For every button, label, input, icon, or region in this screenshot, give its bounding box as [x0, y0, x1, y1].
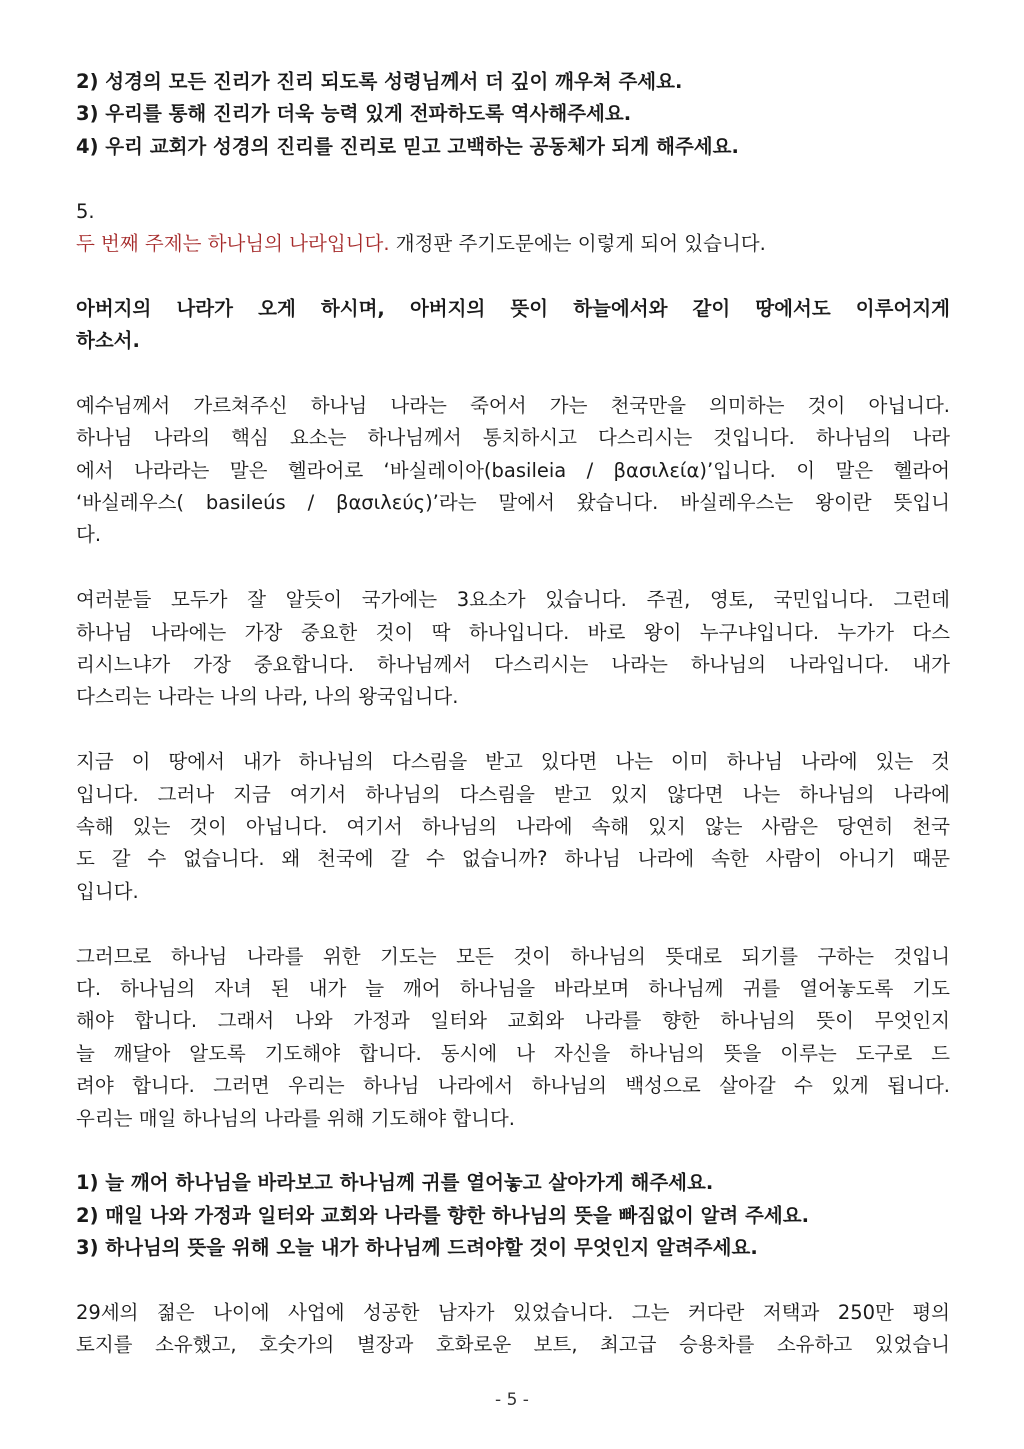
paragraph-line: 그러므로 하나님 나라를 위한 기도는 모든 것이 하나님의 뜻대로 되기를 구하는 것입니 — [76, 944, 950, 968]
paragraph-line: 다. 하나님의 자녀 된 내가 늘 깨어 하나님을 바라보며 하나님께 귀를 열어놓도록 기도 — [76, 976, 950, 1000]
quote-line: 하소서. — [76, 329, 140, 353]
paragraph-line: ‘바실레우스( basileús / βασιλεύς)’라는 말에서 왔습니다. 바실레우스는 왕이란 뜻입니 — [76, 491, 950, 515]
quote-line: 아버지의 나라가 오게 하시며, 아버지의 뜻이 하늘에서와 같이 땅에서도 이루어지게 — [76, 296, 950, 320]
paragraph-prayer-for-kingdom — [76, 941, 950, 1135]
paragraph-rule-of-god — [76, 746, 950, 908]
paragraph-three-elements — [76, 584, 950, 714]
paragraph-line: 속해 있는 것이 아닙니다. 여기서 하나님의 나라에 속해 있지 않는 사람은 당연히 천국 — [76, 814, 950, 838]
prayer-item: 3) 우리를 통해 진리가 더욱 능력 있게 전파하도록 역사해주세요. — [76, 102, 632, 126]
paragraph-kingdom-meaning — [76, 390, 950, 552]
theme-rest: 개정판 주기도문에는 이렇게 되어 있습니다. — [389, 231, 766, 255]
prayer-list-truth — [76, 66, 950, 163]
theme-highlight: 두 번째 주제는 하나님의 나라입니다. — [76, 231, 390, 255]
theme-line — [76, 228, 950, 260]
paragraph-line: 예수님께서 가르쳐주신 하나님 나라는 죽어서 가는 천국만을 의미하는 것이 아닙니다. — [76, 393, 950, 417]
prayer-item: 4) 우리 교회가 성경의 진리를 진리로 믿고 고백하는 공동체가 되게 해주세요. — [76, 134, 739, 158]
paragraph-line: 우리는 매일 하나님의 나라를 위해 기도해야 합니다. — [76, 1106, 515, 1130]
paragraph-line: 토지를 소유했고, 호숫가의 별장과 호화로운 보트, 최고급 승용차를 소유하고 있었습니 — [76, 1333, 950, 1357]
prayer-list-kingdom — [76, 1167, 950, 1264]
lords-prayer-quote — [76, 293, 950, 358]
paragraph-line: 하나님 나라의 핵심 요소는 하나님께서 통치하시고 다스리시는 것입니다. 하나님의 나라 — [76, 426, 950, 450]
page-number: - 5 - — [495, 1390, 529, 1410]
paragraph-line: 다스리는 나라는 나의 나라, 나의 왕국입니다. — [76, 685, 459, 709]
paragraph-line: 입니다. 그러나 지금 여기서 하나님의 다스림을 받고 있지 않다면 나는 하나님의 나라에 — [76, 782, 950, 806]
prayer-item: 1) 늘 깨어 하나님을 바라보고 하나님께 귀를 열어놓고 살아가게 해주세요. — [76, 1171, 714, 1195]
paragraph-story — [76, 1297, 950, 1362]
paragraph-line: 여러분들 모두가 잘 알듯이 국가에는 3요소가 있습니다. 주권, 영토, 국민입니다. 그런데 — [76, 588, 950, 612]
prayer-item: 2) 매일 나와 가정과 일터와 교회와 나라를 향한 하나님의 뜻을 빠짐없이 알려 주세요. — [76, 1203, 809, 1227]
paragraph-line: 리시느냐가 가장 중요합니다. 하나님께서 다스리시는 나라는 하나님의 나라입니다. 내가 — [76, 653, 950, 677]
paragraph-line: 늘 깨달아 알도록 기도해야 합니다. 동시에 나 자신을 하나님의 뜻을 이루는 도구로 드 — [76, 1041, 950, 1065]
section-number: 5. — [76, 199, 95, 223]
paragraph-line: 도 갈 수 없습니다. 왜 천국에 갈 수 없습니까? 하나님 나라에 속한 사람이 아니기 때문 — [76, 847, 950, 871]
paragraph-line: 하나님 나라에는 가장 중요한 것이 딱 하나입니다. 바로 왕이 누구냐입니다. 누가가 다스 — [76, 620, 950, 644]
paragraph-line: 입니다. — [76, 879, 139, 903]
prayer-item: 3) 하나님의 뜻을 위해 오늘 내가 하나님께 드려야할 것이 무엇인지 알려주세요. — [76, 1236, 758, 1260]
prayer-item: 2) 성경의 모든 진리가 진리 되도록 성령님께서 더 깊이 깨우쳐 주세요. — [76, 70, 683, 93]
paragraph-line: 다. — [76, 523, 102, 547]
paragraph-line: 해야 합니다. 그래서 나와 가정과 일터와 교회와 나라를 향한 하나님의 뜻이 무엇인지 — [76, 1009, 950, 1033]
paragraph-line: 29세의 젊은 나이에 사업에 성공한 남자가 있었습니다. 그는 커다란 저택과 250만 평의 — [76, 1300, 950, 1324]
paragraph-line: 려야 합니다. 그러면 우리는 하나님 나라에서 하나님의 백성으로 살아갈 수 있게 됩니다. — [76, 1074, 950, 1098]
paragraph-line: 지금 이 땅에서 내가 하나님의 다스림을 받고 있다면 나는 이미 하나님 나라에 있는 것 — [76, 750, 950, 774]
page-body — [76, 66, 950, 1362]
paragraph-line: 에서 나라라는 말은 헬라어로 ‘바실레이아(basileia / βασιλεία)’입니다. 이 말은 헬라어 — [76, 458, 950, 482]
